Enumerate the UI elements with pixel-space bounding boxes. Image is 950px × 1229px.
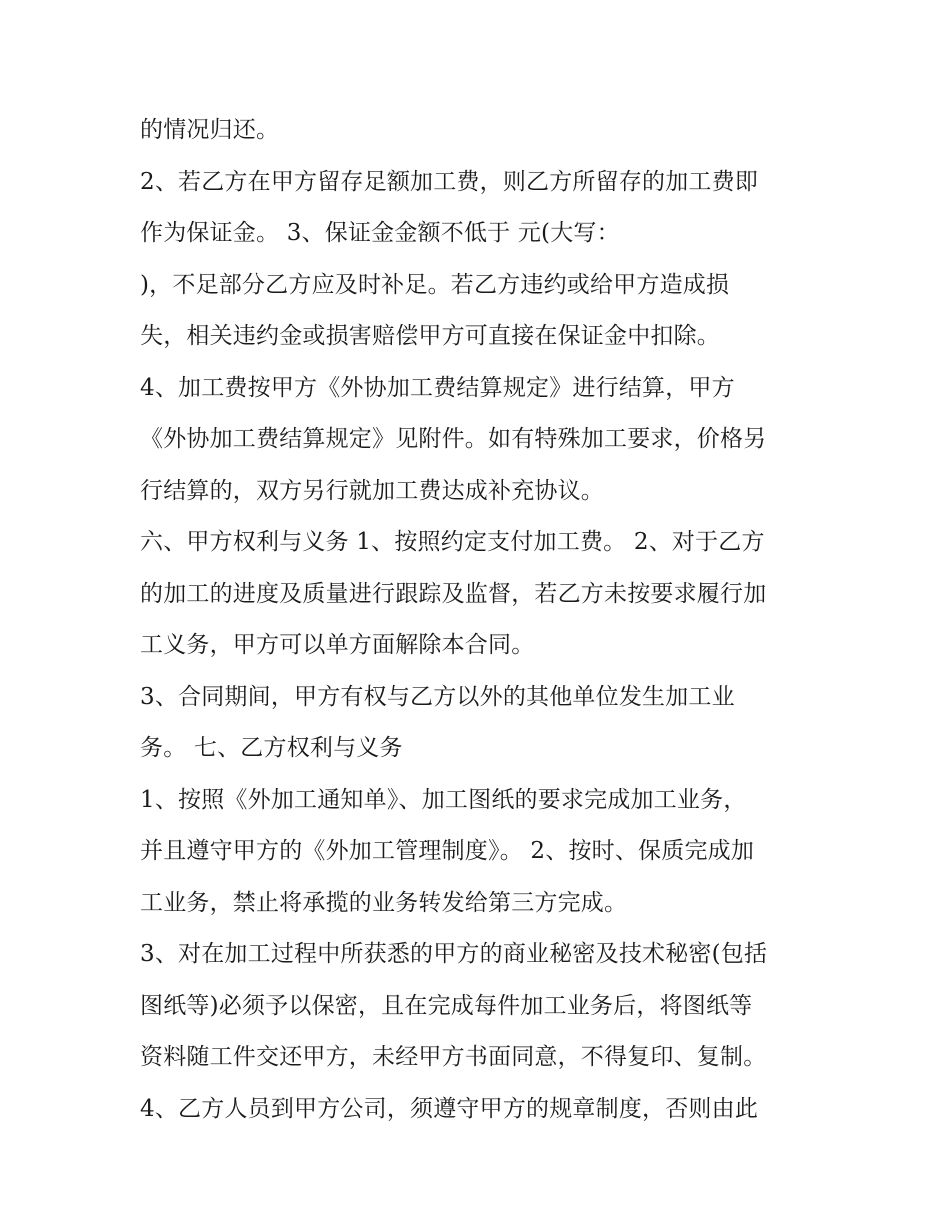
contract-text-body xyxy=(140,105,830,1135)
text-line: 4、乙方人员到甲方公司，须遵守甲方的规章制度，否则由此 xyxy=(140,1095,759,1122)
text-line: 图纸等)必须予以保密，且在完成每件加工业务后，将图纸等 xyxy=(140,992,753,1019)
text-line: 工义务，甲方可以单方面解除本合同。 xyxy=(140,632,535,658)
text-line: 务。 七、乙方权利与义务 xyxy=(140,735,403,761)
text-line: 4、加工费按甲方《外协加工费结算规定》进行结算，甲方 xyxy=(140,374,735,401)
text-line: 并且遵守甲方的《外加工管理制度》。 2、按时、保质完成加 xyxy=(140,838,755,864)
text-line: 作为保证金。 3、保证金金额不低于 元(大写： xyxy=(140,220,620,246)
text-line: 失，相关违约金或损害赔偿甲方可直接在保证金中扣除。 xyxy=(140,323,720,349)
text-line: )，不足部分乙方应及时补足。若乙方违约或给甲方造成损 xyxy=(140,271,730,298)
text-line: 的加工的进度及质量进行跟踪及监督，若乙方未按要求履行加 xyxy=(140,580,767,607)
text-line: 3、对在加工过程中所获悉的甲方的商业秘密及技术秘密(包括 xyxy=(140,941,768,967)
text-line: 的情况归还。 xyxy=(140,117,280,143)
text-line: 3、合同期间，甲方有权与乙方以外的其他单位发生加工业 xyxy=(140,683,735,710)
text-line: 《外协加工费结算规定》见附件。如有特殊加工要求，价格另 xyxy=(140,426,767,452)
text-line: 行结算的，双方另行就加工费达成补充协议。 xyxy=(140,477,604,504)
text-line: 资料随工件交还甲方，未经甲方书面同意，不得复印、复制。 xyxy=(140,1044,767,1070)
text-line: 工业务，禁止将承揽的业务转发给第三方完成。 xyxy=(140,889,628,916)
text-line: 六、甲方权利与义务 1、按照约定支付加工费。 2、对于乙方 xyxy=(140,529,765,555)
text-line: 1、按照《外加工通知单》、加工图纸的要求完成加工业务， xyxy=(140,786,747,813)
text-line: 2、若乙方在甲方留存足额加工费，则乙方所留存的加工费即 xyxy=(140,168,759,195)
